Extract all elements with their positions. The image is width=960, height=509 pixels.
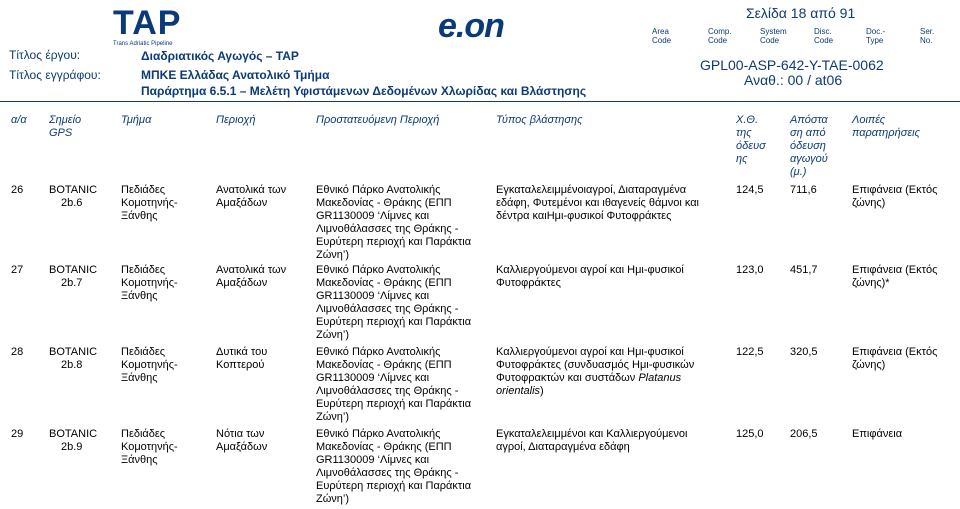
cell-gps: BOTANIC 2b.9 <box>49 428 98 454</box>
document-number: GPL00-ASP-642-Y-TAE-0062 <box>700 57 884 73</box>
cell-protected: Εθνικό Πάρκο Ανατολικής Μακεδονίας - Θράκης (ΕΠΠ GR1130009 ‘Λίμνες και Λιμνοθάλασσες της Θράκης - Ευρύτερη περιοχή και Παράκτια Ζώνη’) <box>316 184 472 262</box>
cell-vegetation: Εγκαταλελειμμένοιαγροί, Διαταραγμένα εδάφη, Φυτεμένοι και ιθαγενείς θάμνοι και δέντρα καιΗμι-φυσικοί Φυτοφράκτες <box>496 184 700 223</box>
cell-area: Νότια των Αμαξάδων <box>216 428 268 454</box>
cell-distance: 206,5 <box>790 428 818 440</box>
cell-vegetation: Εγκαταλελειμμένοι και Καλλιεργούμενοι αγροί, Διαταραγμένα εδάφη <box>496 428 688 454</box>
page-number: Σελίδα 18 από 91 <box>746 5 856 21</box>
cell-notes: Επιφάνεια <box>852 428 903 440</box>
cell-gps: BOTANIC 2b.6 <box>49 184 98 210</box>
disc-code-label: Disc. Code <box>814 27 834 45</box>
col-header-aa: α/α <box>11 114 27 126</box>
document-title-label: Τίτλος εγγράφου: <box>9 68 101 82</box>
cell-distance: 451,7 <box>790 264 818 276</box>
cell-km: 124,5 <box>736 184 764 196</box>
project-title-value: Διαδριατικός Αγωγός – TAP <box>141 49 299 63</box>
cell-gps: BOTANIC 2b.7 <box>49 264 98 290</box>
cell-aa: 27 <box>11 264 24 276</box>
cell-section: Πεδιάδες Κομοτηνής- Ξάνθης <box>121 428 178 467</box>
cell-area: Ανατολικά των Αμαξάδων <box>216 264 287 290</box>
cell-area: Δυτικά του Κοπτερού <box>216 346 268 372</box>
cell-aa: 28 <box>11 346 24 358</box>
comp-code-label: Comp. Code <box>708 27 732 45</box>
cell-notes: Επιφάνεια (Εκτός ζώνης) <box>852 346 938 372</box>
doc-type-label: Doc.- Type <box>866 27 886 45</box>
cell-protected: Εθνικό Πάρκο Ανατολικής Μακεδονίας - Θράκης (ΕΠΠ GR1130009 ‘Λίμνες και Λιμνοθάλασσες της Θράκης - Ευρύτερη περιοχή και Παράκτια Ζώνη’) <box>316 346 472 424</box>
cell-protected: Εθνικό Πάρκο Ανατολικής Μακεδονίας - Θράκης (ΕΠΠ GR1130009 ‘Λίμνες και Λιμνοθάλασσες της Θράκης - Ευρύτερη περιοχή και Παράκτια Ζώνη’) <box>316 428 472 506</box>
col-header-gps: Σημείο GPS <box>49 114 82 139</box>
tap-logo-subtitle: Trans Adriatic Pipeline <box>113 41 173 47</box>
cell-aa: 26 <box>11 184 24 196</box>
project-title-label: Τίτλος έργου: <box>9 48 81 62</box>
cell-aa: 29 <box>11 428 24 440</box>
cell-section: Πεδιάδες Κομοτηνής- Ξάνθης <box>121 346 178 385</box>
cell-km: 123,0 <box>736 264 764 276</box>
cell-notes: Επιφάνεια (Εκτός ζώνης) <box>852 184 938 210</box>
cell-km: 122,5 <box>736 346 764 358</box>
area-code-label: Area Code <box>652 27 672 45</box>
tap-logo <box>105 6 221 48</box>
document-title-value: ΜΠΚΕ Ελλάδας Ανατολικό Τμήμα <box>141 68 330 82</box>
cell-notes: Επιφάνεια (Εκτός ζώνης)* <box>852 264 938 290</box>
col-header-distance: Απόστα ση από όδευση αγωγού (μ.) <box>790 114 828 178</box>
col-header-km: Χ.Θ. της όδευσ ης <box>736 114 766 165</box>
cell-distance: 711,6 <box>790 184 817 196</box>
col-header-vegetation: Τύπος βλάστησης <box>496 114 583 126</box>
cell-area: Ανατολικά των Αμαξάδων <box>216 184 287 210</box>
cell-vegetation: Καλλιεργούμενοι αγροί και Ημι-φυσικοί Φυτοφράκτες (συνδυασμός Ημι-φυσικών Φυτοφρακτών και συστάδων Platanus orientalis) <box>496 346 695 398</box>
serial-no-label: Ser. No. <box>920 27 935 45</box>
col-header-notes: Λοιπές παρατηρήσεις <box>852 114 920 139</box>
eon-logo: e.on <box>438 7 504 45</box>
col-header-area: Περιοχή <box>216 114 256 126</box>
cell-distance: 320,5 <box>790 346 818 358</box>
cell-vegetation: Καλλιεργούμενοι αγροί και Ημι-φυσικοί Φυτοφράκτες <box>496 264 684 290</box>
cell-gps: BOTANIC 2b.8 <box>49 346 98 372</box>
cell-section: Πεδιάδες Κομοτηνής- Ξάνθης <box>121 264 178 303</box>
cell-km: 125,0 <box>736 428 764 440</box>
revision: Αναθ.: 00 / at06 <box>744 72 843 88</box>
system-code-label: System Code <box>760 27 787 45</box>
document-subtitle: Παράρτημα 6.5.1 – Μελέτη Υφιστάμενων Δεδομένων Χλωρίδας και Βλάστησης <box>141 84 587 98</box>
tap-logo-text: TAP <box>113 4 182 42</box>
col-header-section: Τμήμα <box>121 114 152 126</box>
header-divider <box>0 101 960 102</box>
col-header-protected: Προστατευόμενη Περιοχή <box>316 114 440 126</box>
cell-protected: Εθνικό Πάρκο Ανατολικής Μακεδονίας - Θράκης (ΕΠΠ GR1130009 ‘Λίμνες και Λιμνοθάλασσες της Θράκης - Ευρύτερη περιοχή και Παράκτια Ζώνη’) <box>316 264 472 342</box>
cell-section: Πεδιάδες Κομοτηνής- Ξάνθης <box>121 184 178 223</box>
